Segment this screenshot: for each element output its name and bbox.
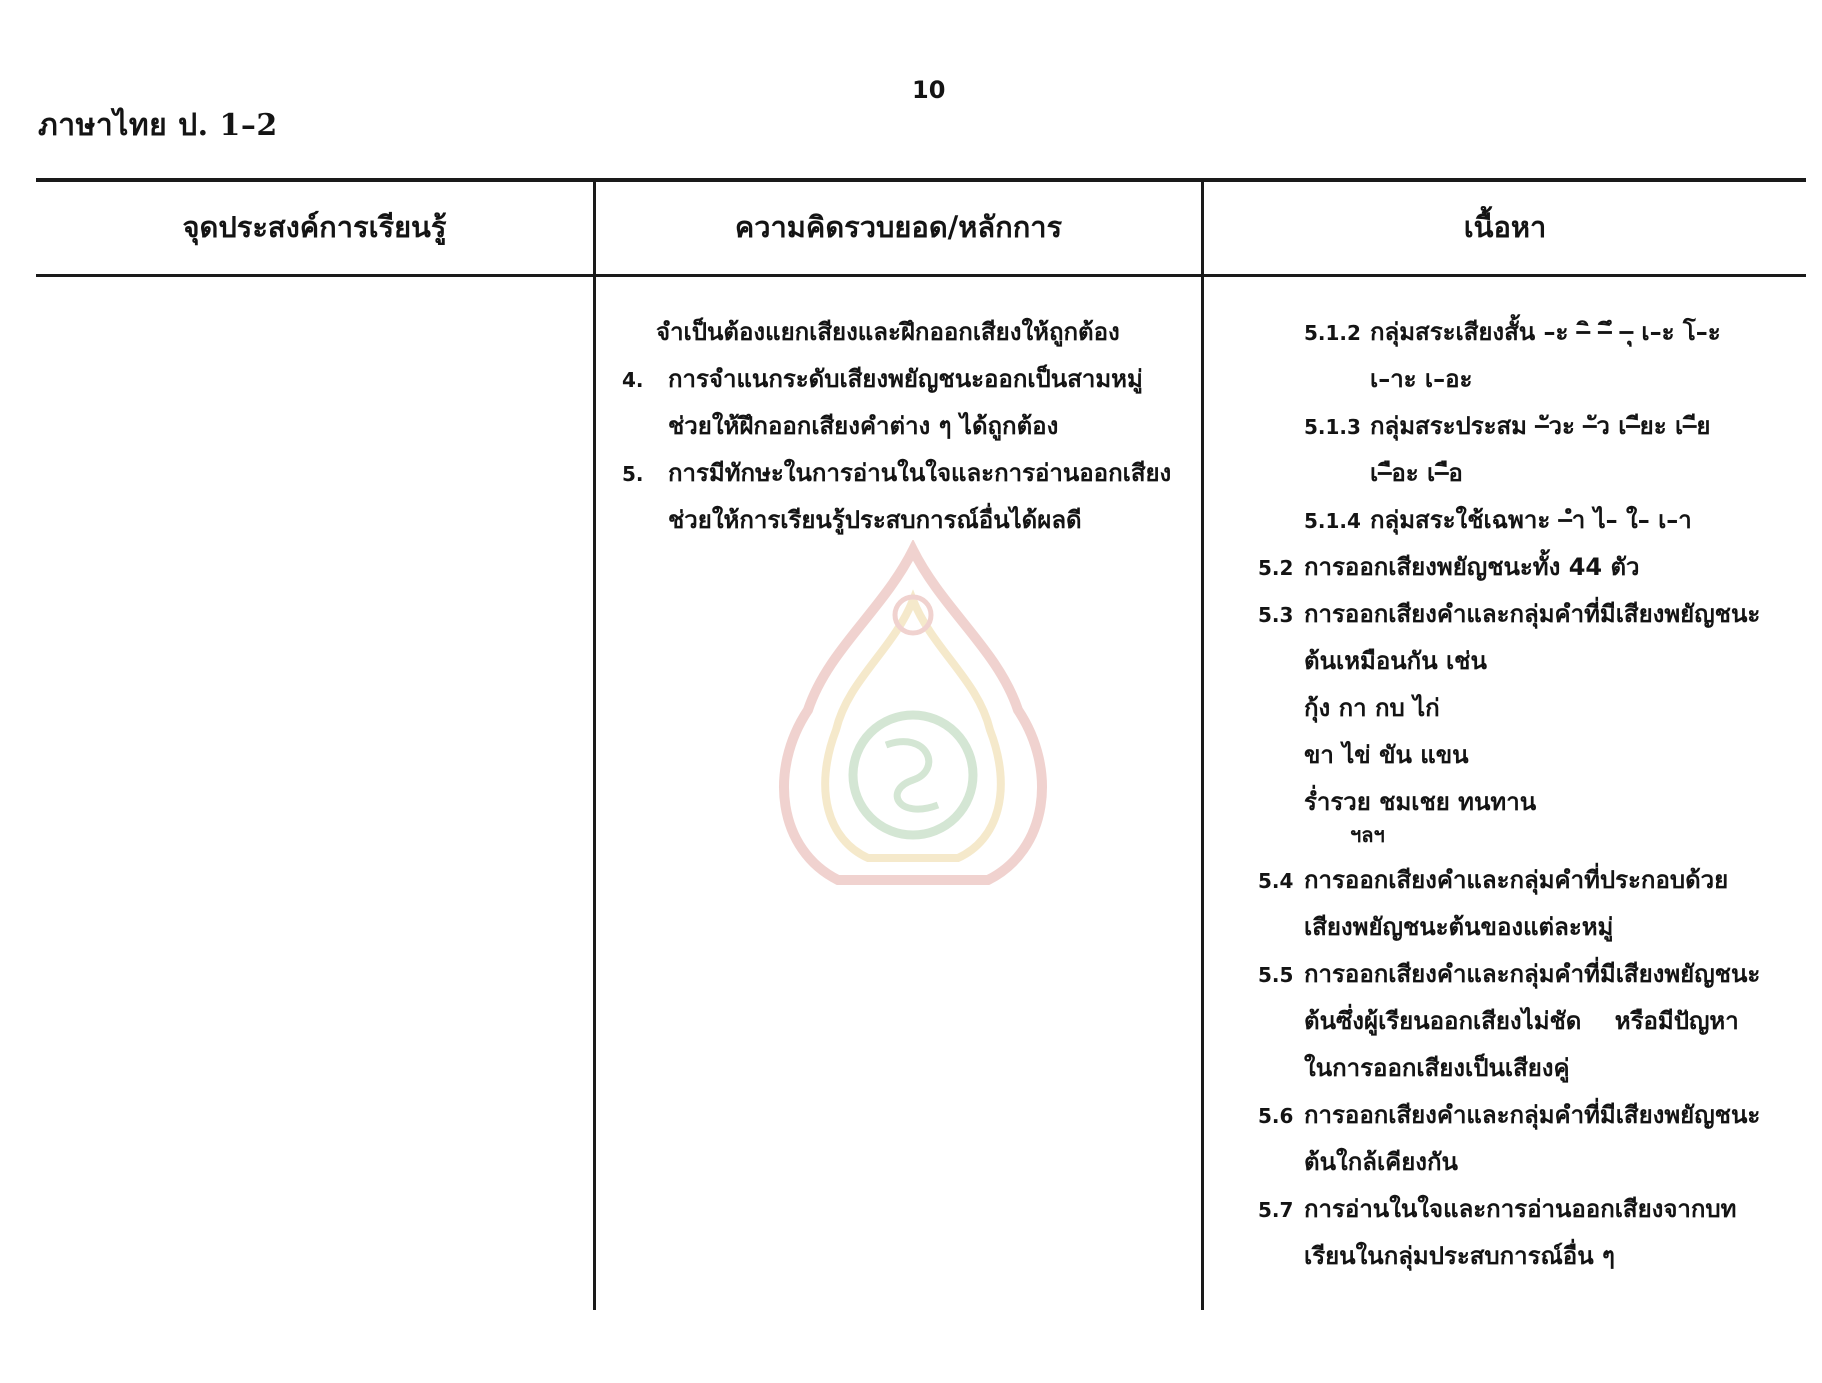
column-header-objectives: จุดประสงค์การเรียนรู้ — [182, 210, 447, 244]
content-5-6 — [1258, 1100, 1760, 1131]
content-5-5-text-a: การออกเสียงคำและกลุ่มคำที่มีเสียงพยัญชนะ — [1304, 960, 1761, 988]
content-5-3-number: 5.3 — [1258, 603, 1294, 627]
content-5-1-2-number: 5.1.2 — [1304, 321, 1361, 345]
column-divider-1 — [593, 178, 596, 1310]
content-5-1-4-number: 5.1.4 — [1304, 509, 1361, 533]
column-divider-2 — [1201, 178, 1204, 1310]
content-5-5-text-b: ต้นซึ่งผู้เรียนออกเสียงไม่ชัด หรือมีปัญหา — [1304, 1007, 1739, 1035]
content-5-5-number: 5.5 — [1258, 963, 1294, 987]
content-5-6-text-a: การออกเสียงคำและกลุ่มคำที่มีเสียงพยัญชนะ — [1304, 1101, 1761, 1129]
content-5-1-4 — [1304, 505, 1692, 536]
column-header-content: เนื้อหา — [1463, 210, 1547, 244]
content-5-7-text-a: การอ่านในใจและการอ่านออกเสียงจากบท — [1304, 1195, 1737, 1223]
content-5-6-number: 5.6 — [1258, 1104, 1294, 1128]
content-5-3-example-1: กุ้ง กา กบ ไก่ — [1304, 694, 1440, 722]
content-5-1-2-text-a: กลุ่มสระเสียงสั้น –ะ –ิ –ึ –ุ เ–ะ โ–ะ — [1370, 318, 1721, 346]
content-5-3-example-etc: ฯลฯ — [1350, 823, 1385, 847]
table-top-rule — [36, 178, 1806, 182]
concept-item-5-text-a: การมีทักษะในการอ่านในใจและการอ่านออกเสียง — [668, 459, 1172, 487]
content-5-4-number: 5.4 — [1258, 869, 1294, 893]
content-5-3 — [1258, 599, 1760, 630]
page-number: 10 — [912, 76, 946, 104]
concept-continuation: จำเป็นต้องแยกเสียงและฝึกออกเสียงให้ถูกต้อง — [656, 318, 1120, 346]
content-5-7 — [1258, 1194, 1736, 1225]
concept-item-4-text-a: การจำแนกระดับเสียงพยัญชนะออกเป็นสามหมู่ — [668, 365, 1143, 393]
content-5-6-text-b: ต้นใกล้เคียงกัน — [1304, 1148, 1458, 1176]
content-5-1-2 — [1304, 317, 1721, 348]
content-5-3-example-2: ขา ไข่ ขัน แขน — [1304, 741, 1469, 769]
content-5-3-text-b: ต้นเหมือนกัน เช่น — [1304, 647, 1487, 675]
content-5-1-3-text-a: กลุ่มสระประสม –ัวะ –ัว เ–ียะ เ–ีย — [1370, 412, 1711, 440]
content-5-2-number: 5.2 — [1258, 556, 1294, 580]
concept-item-5-text-b: ช่วยให้การเรียนรู้ประสบการณ์อื่นได้ผลดี — [668, 506, 1082, 534]
table-header-rule — [36, 274, 1806, 277]
concept-item-5 — [622, 458, 1171, 489]
content-5-5-text-c: ในการออกเสียงเป็นเสียงคู่ — [1304, 1054, 1570, 1082]
column-header-concepts: ความคิดรวบยอด/หลักการ — [734, 210, 1063, 244]
content-5-1-3 — [1304, 411, 1710, 442]
content-5-1-3-number: 5.1.3 — [1304, 415, 1361, 439]
concept-item-4-number: 4. — [622, 368, 644, 392]
concept-item-4 — [622, 364, 1143, 395]
content-5-7-text-b: เรียนในกลุ่มประสบการณ์อื่น ๆ — [1304, 1242, 1615, 1270]
content-5-5 — [1258, 959, 1760, 990]
curriculum-table — [36, 178, 1806, 1314]
content-5-3-example-3: ร่ำรวย ชมเชย ทนทาน — [1304, 788, 1537, 816]
content-5-1-2-text-b: เ–าะ เ–อะ — [1370, 365, 1473, 393]
content-5-1-4-text-a: กลุ่มสระใช้เฉพาะ –ำ ไ– ใ– เ–า — [1370, 506, 1692, 534]
content-5-7-number: 5.7 — [1258, 1198, 1294, 1222]
document-title: ภาษาไทย ป. 1–2 — [38, 108, 278, 143]
content-5-4-text-b: เสียงพยัญชนะต้นของแต่ละหมู่ — [1304, 913, 1614, 941]
content-5-4 — [1258, 865, 1728, 896]
content-5-3-text-a: การออกเสียงคำและกลุ่มคำที่มีเสียงพยัญชนะ — [1304, 600, 1761, 628]
content-5-2 — [1258, 552, 1640, 583]
content-5-4-text-a: การออกเสียงคำและกลุ่มคำที่ประกอบด้วย — [1304, 866, 1729, 894]
content-5-1-3-text-b: เ–ือะ เ–ือ — [1370, 459, 1463, 487]
content-5-2-text-a: การออกเสียงพยัญชนะทั้ง 44 ตัว — [1304, 553, 1640, 581]
concept-item-5-number: 5. — [622, 462, 644, 486]
concept-item-4-text-b: ช่วยให้ฝึกออกเสียงคำต่าง ๆ ได้ถูกต้อง — [668, 412, 1059, 440]
